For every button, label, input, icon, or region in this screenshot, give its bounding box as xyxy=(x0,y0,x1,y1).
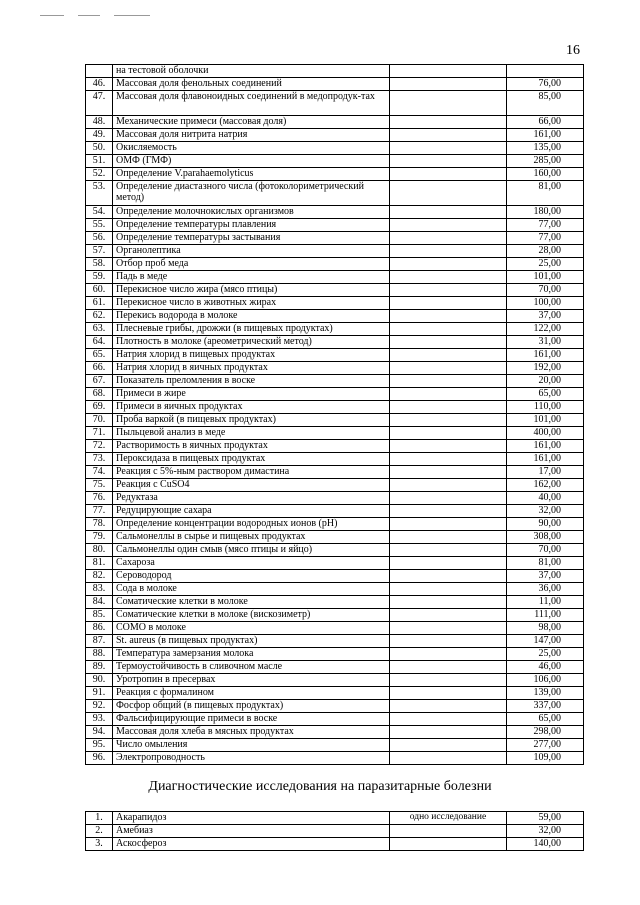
row-number: 51. xyxy=(86,155,113,168)
row-unit xyxy=(390,414,507,427)
row-number: 68. xyxy=(86,388,113,401)
row-price: 65,00 xyxy=(507,388,584,401)
row-unit xyxy=(390,232,507,245)
row-unit xyxy=(390,713,507,726)
row-price: 180,00 xyxy=(507,206,584,219)
table-row xyxy=(86,648,584,661)
row-unit xyxy=(390,838,507,851)
row-unit: одно исследование xyxy=(390,812,507,825)
row-number: 50. xyxy=(86,142,113,155)
row-name: Массовая доля нитрита натрия xyxy=(113,129,390,142)
row-name: Соматические клетки в молоке (вискозиметр) xyxy=(113,609,390,622)
row-number: 83. xyxy=(86,583,113,596)
row-name: Отбор проб меда xyxy=(113,258,390,271)
row-unit xyxy=(390,596,507,609)
row-number: 80. xyxy=(86,544,113,557)
row-number: 86. xyxy=(86,622,113,635)
row-price: 32,00 xyxy=(507,825,584,838)
table-row xyxy=(86,129,584,142)
table-row xyxy=(86,570,584,583)
row-price: 40,00 xyxy=(507,492,584,505)
table-row xyxy=(86,258,584,271)
row-name: Число омыления xyxy=(113,739,390,752)
table-row xyxy=(86,232,584,245)
table-row xyxy=(86,557,584,570)
table-row xyxy=(86,635,584,648)
row-unit xyxy=(390,674,507,687)
row-name: Массовая доля флавоноидных соединений в медопродук-тах xyxy=(113,91,390,116)
table-row xyxy=(86,838,584,851)
row-unit xyxy=(390,739,507,752)
row-name: Температура замерзания молока xyxy=(113,648,390,661)
table-row xyxy=(86,142,584,155)
row-name: Определение температуры плавления xyxy=(113,219,390,232)
row-number: 60. xyxy=(86,284,113,297)
table-row xyxy=(86,518,584,531)
table-row xyxy=(86,168,584,181)
row-price: 25,00 xyxy=(507,258,584,271)
row-number: 78. xyxy=(86,518,113,531)
table-row xyxy=(86,297,584,310)
row-name: Реакция с CuSO4 xyxy=(113,479,390,492)
row-name: Определение молочнокислых организмов xyxy=(113,206,390,219)
row-price: 11,00 xyxy=(507,596,584,609)
row-name: Показатель преломления в воске xyxy=(113,375,390,388)
row-name: Сальмонеллы один смыв (мясо птицы и яйцо) xyxy=(113,544,390,557)
section-heading: Диагностические исследования на паразитарные болезни xyxy=(148,779,492,794)
row-name: Реакция с 5%-ным раствором димастина xyxy=(113,466,390,479)
row-number: 74. xyxy=(86,466,113,479)
row-number: 90. xyxy=(86,674,113,687)
row-name: Плесневые грибы, дрожжи (в пищевых продуктах) xyxy=(113,323,390,336)
row-name: Пероксидаза в пищевых продуктах xyxy=(113,453,390,466)
row-price: 17,00 xyxy=(507,466,584,479)
table-row xyxy=(86,206,584,219)
row-number: 92. xyxy=(86,700,113,713)
row-name: Плотность в молоке (ареометрический метод) xyxy=(113,336,390,349)
table-row xyxy=(86,622,584,635)
row-price: 277,00 xyxy=(507,739,584,752)
row-name: Аскосфероз xyxy=(113,838,390,851)
row-price: 70,00 xyxy=(507,284,584,297)
table-row xyxy=(86,700,584,713)
row-name: Перекись водорода в молоке xyxy=(113,310,390,323)
row-name: Термоустойчивость в сливочном масле xyxy=(113,661,390,674)
row-number: 84. xyxy=(86,596,113,609)
row-unit xyxy=(390,297,507,310)
table-row xyxy=(86,583,584,596)
row-price: 36,00 xyxy=(507,583,584,596)
row-unit xyxy=(390,78,507,91)
table-row xyxy=(86,661,584,674)
row-unit xyxy=(390,271,507,284)
table-row xyxy=(86,362,584,375)
row-price: 298,00 xyxy=(507,726,584,739)
row-name: Перекисное число жира (мясо птицы) xyxy=(113,284,390,297)
row-price: 32,00 xyxy=(507,505,584,518)
table-row xyxy=(86,440,584,453)
row-number: 48. xyxy=(86,116,113,129)
row-number: 53. xyxy=(86,181,113,206)
row-unit xyxy=(390,544,507,557)
row-number: 87. xyxy=(86,635,113,648)
row-name: Массовая доля фенольных соединений xyxy=(113,78,390,91)
row-name: Окисляемость xyxy=(113,142,390,155)
table-row xyxy=(86,181,584,206)
row-unit xyxy=(390,155,507,168)
row-number: 67. xyxy=(86,375,113,388)
row-number: 91. xyxy=(86,687,113,700)
price-table xyxy=(85,64,584,765)
row-number: 3. xyxy=(86,838,113,851)
table-row-continuation xyxy=(86,65,584,78)
row-unit xyxy=(390,440,507,453)
row-price: 20,00 xyxy=(507,375,584,388)
row-price: 161,00 xyxy=(507,453,584,466)
table-row xyxy=(86,91,584,116)
row-number: 47. xyxy=(86,91,113,116)
table-row xyxy=(86,453,584,466)
row-name: Редуктаза xyxy=(113,492,390,505)
row-price: 66,00 xyxy=(507,116,584,129)
table-row xyxy=(86,116,584,129)
row-price: 139,00 xyxy=(507,687,584,700)
row-unit xyxy=(390,492,507,505)
row-name: Определение температуры застывания xyxy=(113,232,390,245)
row-price: 337,00 xyxy=(507,700,584,713)
table-row xyxy=(86,336,584,349)
row-unit xyxy=(390,570,507,583)
row-price: 37,00 xyxy=(507,310,584,323)
row-number: 77. xyxy=(86,505,113,518)
row-price: 109,00 xyxy=(507,752,584,765)
table-row xyxy=(86,531,584,544)
row-unit xyxy=(390,219,507,232)
row-price: 100,00 xyxy=(507,297,584,310)
row-number: 82. xyxy=(86,570,113,583)
table-row xyxy=(86,414,584,427)
row-unit xyxy=(390,518,507,531)
row-name: Уротропин в пресервах xyxy=(113,674,390,687)
row-unit xyxy=(390,635,507,648)
row-number: 72. xyxy=(86,440,113,453)
row-unit xyxy=(390,622,507,635)
row-name: Сода в молоке xyxy=(113,583,390,596)
row-unit xyxy=(390,825,507,838)
row-price: 101,00 xyxy=(507,271,584,284)
table-row xyxy=(86,466,584,479)
table-row xyxy=(86,687,584,700)
row-unit xyxy=(390,388,507,401)
row-name: Натрия хлорид в яичных продуктах xyxy=(113,362,390,375)
row-name: Проба варкой (в пищевых продуктах) xyxy=(113,414,390,427)
row-unit xyxy=(390,700,507,713)
table-row xyxy=(86,349,584,362)
row-number: 63. xyxy=(86,323,113,336)
row-number: 79. xyxy=(86,531,113,544)
row-price: 161,00 xyxy=(507,440,584,453)
row-unit xyxy=(390,375,507,388)
row-unit xyxy=(390,323,507,336)
row-name: Соматические клетки в молоке xyxy=(113,596,390,609)
row-number: 88. xyxy=(86,648,113,661)
row-number: 59. xyxy=(86,271,113,284)
row-number: 71. xyxy=(86,427,113,440)
row-name: Определение диастазного числа (фотоколориметрический метод) xyxy=(113,181,390,206)
row-price: 285,00 xyxy=(507,155,584,168)
row-unit xyxy=(390,427,507,440)
row-price: 161,00 xyxy=(507,349,584,362)
row-price: 135,00 xyxy=(507,142,584,155)
row-number: 49. xyxy=(86,129,113,142)
row-number: 56. xyxy=(86,232,113,245)
row-unit xyxy=(390,752,507,765)
row-name: Натрия хлорид в пищевых продуктах xyxy=(113,349,390,362)
row-number: 1. xyxy=(86,812,113,825)
row-name: ОМФ (ГМФ) xyxy=(113,155,390,168)
row-price: 59,00 xyxy=(507,812,584,825)
row-name: Фальсифицирующие примеси в воске xyxy=(113,713,390,726)
row-price: 77,00 xyxy=(507,232,584,245)
row-price: 46,00 xyxy=(507,661,584,674)
row-name: Фосфор общий (в пищевых продуктах) xyxy=(113,700,390,713)
row-number: 75. xyxy=(86,479,113,492)
row-number: 64. xyxy=(86,336,113,349)
row-number: 46. xyxy=(86,78,113,91)
row-name: Органолептика xyxy=(113,245,390,258)
row-number: 73. xyxy=(86,453,113,466)
row-number: 69. xyxy=(86,401,113,414)
table-row xyxy=(86,245,584,258)
row-price: 85,00 xyxy=(507,91,584,116)
row-unit xyxy=(390,142,507,155)
page-number: 16 xyxy=(566,43,580,58)
row-unit xyxy=(390,453,507,466)
row-name: СОМО в молоке xyxy=(113,622,390,635)
row-name: Определение концентрации водородных ионов (pH) xyxy=(113,518,390,531)
row-name: Сахароза xyxy=(113,557,390,570)
row-unit xyxy=(390,116,507,129)
row-number: 66. xyxy=(86,362,113,375)
row-name: Примеси в яичных продуктах xyxy=(113,401,390,414)
row-unit xyxy=(390,648,507,661)
row-unit xyxy=(390,181,507,206)
row-price: 110,00 xyxy=(507,401,584,414)
row-unit xyxy=(390,168,507,181)
table-row xyxy=(86,505,584,518)
row-price: 160,00 xyxy=(507,168,584,181)
continuation-text: на тестовой оболочки xyxy=(113,65,390,78)
row-number: 57. xyxy=(86,245,113,258)
row-price: 400,00 xyxy=(507,427,584,440)
table-row xyxy=(86,596,584,609)
row-price: 192,00 xyxy=(507,362,584,375)
row-unit xyxy=(390,336,507,349)
table-row xyxy=(86,401,584,414)
row-unit xyxy=(390,206,507,219)
table-row xyxy=(86,284,584,297)
row-number: 94. xyxy=(86,726,113,739)
row-name: Примеси в жире xyxy=(113,388,390,401)
row-name: Сальмонеллы в сырье и пищевых продуктах xyxy=(113,531,390,544)
row-unit xyxy=(390,245,507,258)
row-price: 101,00 xyxy=(507,414,584,427)
row-unit xyxy=(390,661,507,674)
row-unit xyxy=(390,583,507,596)
table-row xyxy=(86,219,584,232)
row-unit xyxy=(390,557,507,570)
row-number: 70. xyxy=(86,414,113,427)
row-price: 76,00 xyxy=(507,78,584,91)
row-number: 93. xyxy=(86,713,113,726)
parasitic-diseases-table xyxy=(85,811,584,851)
table-row xyxy=(86,674,584,687)
row-name: Пыльцевой анализ в меде xyxy=(113,427,390,440)
row-name: Амебиаз xyxy=(113,825,390,838)
table-row xyxy=(86,544,584,557)
row-unit xyxy=(390,349,507,362)
row-price: 106,00 xyxy=(507,674,584,687)
row-number: 89. xyxy=(86,661,113,674)
row-price: 140,00 xyxy=(507,838,584,851)
row-name: Сероводород xyxy=(113,570,390,583)
table-row xyxy=(86,812,584,825)
row-price: 98,00 xyxy=(507,622,584,635)
row-number: 58. xyxy=(86,258,113,271)
table-row xyxy=(86,825,584,838)
row-unit xyxy=(390,258,507,271)
row-price: 81,00 xyxy=(507,557,584,570)
row-name: Механические примеси (массовая доля) xyxy=(113,116,390,129)
row-name: Массовая доля хлеба в мясных продуктах xyxy=(113,726,390,739)
row-unit xyxy=(390,362,507,375)
row-number: 62. xyxy=(86,310,113,323)
row-name: Редуцирующие сахара xyxy=(113,505,390,518)
table-row xyxy=(86,739,584,752)
table-row xyxy=(86,78,584,91)
row-unit xyxy=(390,531,507,544)
table-row xyxy=(86,492,584,505)
row-number: 65. xyxy=(86,349,113,362)
table-row xyxy=(86,752,584,765)
table-row xyxy=(86,375,584,388)
row-unit xyxy=(390,609,507,622)
table-row xyxy=(86,609,584,622)
table-row xyxy=(86,427,584,440)
row-unit xyxy=(390,466,507,479)
row-price: 31,00 xyxy=(507,336,584,349)
row-price: 28,00 xyxy=(507,245,584,258)
table-row xyxy=(86,388,584,401)
row-number: 95. xyxy=(86,739,113,752)
table-row xyxy=(86,310,584,323)
row-name: Перекисное число в животных жирах xyxy=(113,297,390,310)
row-price: 308,00 xyxy=(507,531,584,544)
row-number: 54. xyxy=(86,206,113,219)
row-name: Падь в меде xyxy=(113,271,390,284)
table-row xyxy=(86,726,584,739)
row-price: 77,00 xyxy=(507,219,584,232)
row-price: 65,00 xyxy=(507,713,584,726)
row-unit xyxy=(390,505,507,518)
row-number: 61. xyxy=(86,297,113,310)
row-price: 37,00 xyxy=(507,570,584,583)
table-row xyxy=(86,323,584,336)
table-row xyxy=(86,479,584,492)
row-number: 2. xyxy=(86,825,113,838)
row-name: Растворимость в яичных продуктах xyxy=(113,440,390,453)
table-row xyxy=(86,271,584,284)
row-number: 81. xyxy=(86,557,113,570)
row-price: 161,00 xyxy=(507,129,584,142)
row-price: 147,00 xyxy=(507,635,584,648)
table-row xyxy=(86,713,584,726)
row-name: Реакция с формалином xyxy=(113,687,390,700)
row-price: 90,00 xyxy=(507,518,584,531)
row-unit xyxy=(390,91,507,116)
row-unit xyxy=(390,310,507,323)
row-unit xyxy=(390,479,507,492)
row-price: 70,00 xyxy=(507,544,584,557)
row-name: St. aureus (в пищевых продуктах) xyxy=(113,635,390,648)
row-price: 25,00 xyxy=(507,648,584,661)
row-unit xyxy=(390,401,507,414)
row-price: 162,00 xyxy=(507,479,584,492)
row-price: 111,00 xyxy=(507,609,584,622)
row-unit xyxy=(390,129,507,142)
row-price: 81,00 xyxy=(507,181,584,206)
row-unit xyxy=(390,687,507,700)
row-unit xyxy=(390,284,507,297)
row-number: 85. xyxy=(86,609,113,622)
row-name: Электропроводность xyxy=(113,752,390,765)
row-name: Акарапидоз xyxy=(113,812,390,825)
row-name: Определение V.parahaemolyticus xyxy=(113,168,390,181)
row-price: 122,00 xyxy=(507,323,584,336)
scan-marks xyxy=(40,6,164,24)
row-number: 76. xyxy=(86,492,113,505)
row-unit xyxy=(390,726,507,739)
row-number: 96. xyxy=(86,752,113,765)
row-number: 55. xyxy=(86,219,113,232)
table-row xyxy=(86,155,584,168)
row-number: 52. xyxy=(86,168,113,181)
